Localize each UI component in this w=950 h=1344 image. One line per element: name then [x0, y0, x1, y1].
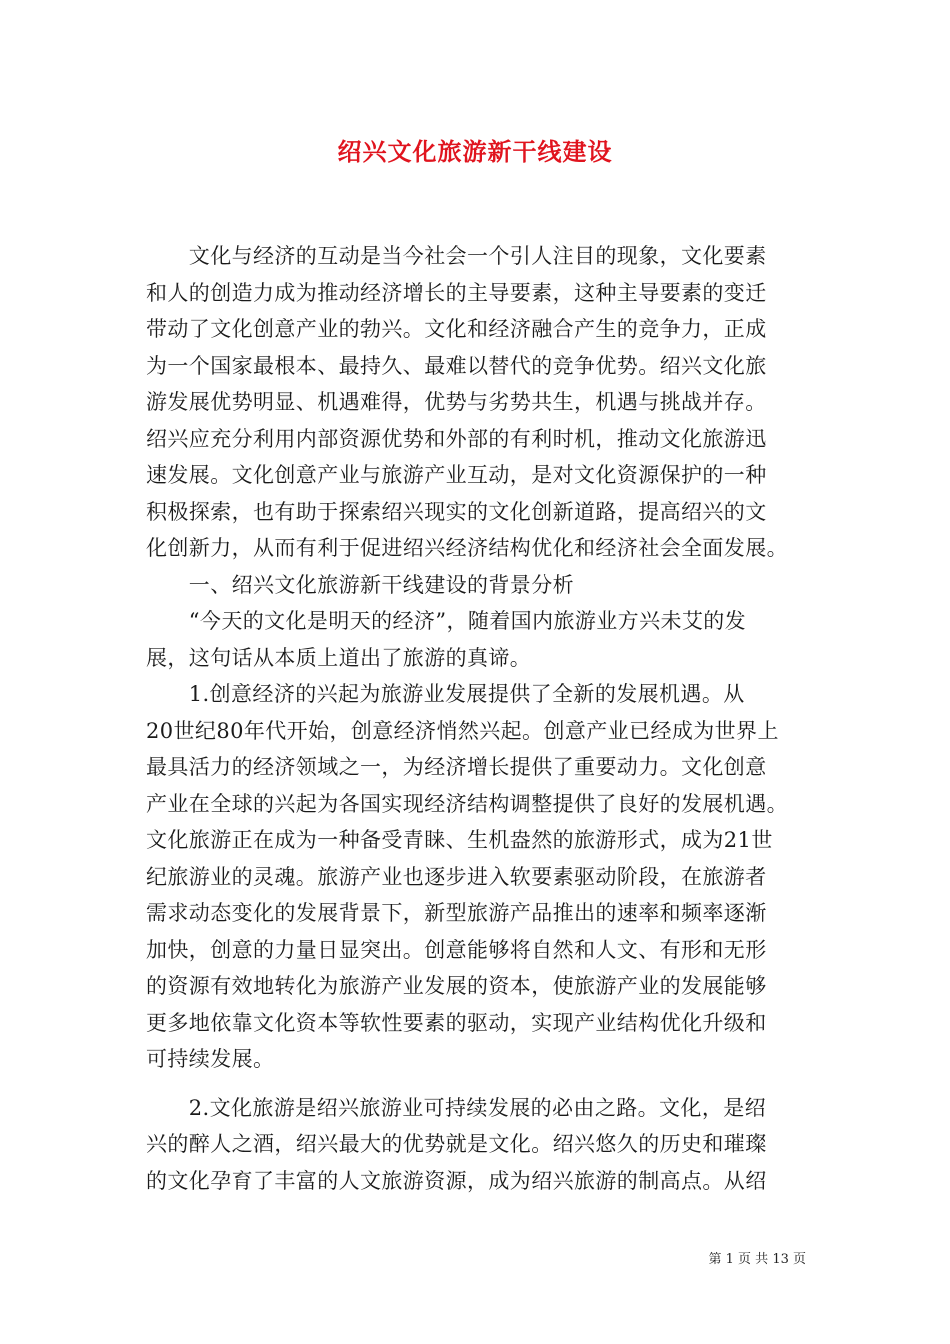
text-line: 需求动态变化的发展背景下，新型旅游产品推出的速率和频率逐渐 [146, 901, 767, 925]
text-line: 兴的醉人之酒，绍兴最大的优势就是文化。绍兴悠久的历史和璀璨 [146, 1132, 767, 1156]
text-line: 化创新力，从而有利于促进绍兴经济结构优化和经济社会全面发展。 [146, 536, 788, 560]
text-line: 展，这句话从本质上道出了旅游的真谛。 [146, 645, 532, 670]
text-line: 纪旅游业的灵魂。旅游产业也逐步进入软要素驱动阶段，在旅游者 [146, 864, 767, 889]
text-line: 产业在全球的兴起为各国实现经济结构调整提供了良好的发展机遇。 [146, 791, 788, 816]
document-body [146, 238, 806, 1199]
paragraph-gap [146, 1078, 806, 1090]
section-heading: 一、绍兴文化旅游新干线建设的背景分析 [146, 572, 574, 597]
text-line: 游发展优势明显、机遇难得，优势与劣势共生，机遇与挑战并存。 [146, 390, 767, 414]
text-line: 文化与经济的互动是当今社会一个引人注目的现象，文化要素 [146, 244, 767, 268]
text-line: 20世纪80年代开始，创意经济悄然兴起。创意产业已经成为世界上 [146, 718, 779, 743]
page-number: 第 1 页 共 13 页 [708, 1252, 806, 1267]
text-line: 1.创意经济的兴起为旅游业发展提供了全新的发展机遇。从 [146, 682, 745, 706]
text-line: “今天的文化是明天的经济”，随着国内旅游业方兴未艾的发 [146, 609, 747, 633]
text-line: 2.文化旅游是绍兴旅游业可持续发展的必由之路。文化，是绍 [146, 1095, 767, 1120]
text-line: 为一个国家最根本、最持久、最难以替代的竞争优势。绍兴文化旅 [146, 353, 767, 378]
text-line: 加快，创意的力量日显突出。创意能够将自然和人文、有形和无形 [146, 937, 767, 962]
document-title: 绍兴文化旅游新干线建设 [337, 137, 613, 166]
text-line: 可持续发展。 [146, 1047, 275, 1071]
text-line: 速发展。文化创意产业与旅游产业互动，是对文化资源保护的一种 [146, 463, 767, 487]
text-line: 的资源有效地转化为旅游产业发展的资本，使旅游产业的发展能够 [146, 974, 767, 998]
text-line: 更多地依靠文化资本等软性要素的驱动，实现产业结构优化升级和 [146, 1010, 767, 1035]
text-line: 的文化孕育了丰富的人文旅游资源，成为绍兴旅游的制高点。从绍 [146, 1168, 767, 1193]
text-line: 绍兴应充分利用内部资源优势和外部的有利时机，推动文化旅游迅 [146, 426, 767, 451]
text-line: 最具活力的经济领域之一，为经济增长提供了重要动力。文化创意 [146, 755, 767, 779]
text-line: 带动了文化创意产业的勃兴。文化和经济融合产生的竞争力，正成 [146, 317, 767, 341]
text-line: 积极探索，也有助于探索绍兴现实的文化创新道路，提高绍兴的文 [146, 499, 767, 524]
text-line: 文化旅游正在成为一种备受青睐、生机盎然的旅游形式，成为21世 [146, 828, 773, 852]
text-line: 和人的创造力成为推动经济增长的主导要素，这种主导要素的变迁 [146, 280, 767, 305]
